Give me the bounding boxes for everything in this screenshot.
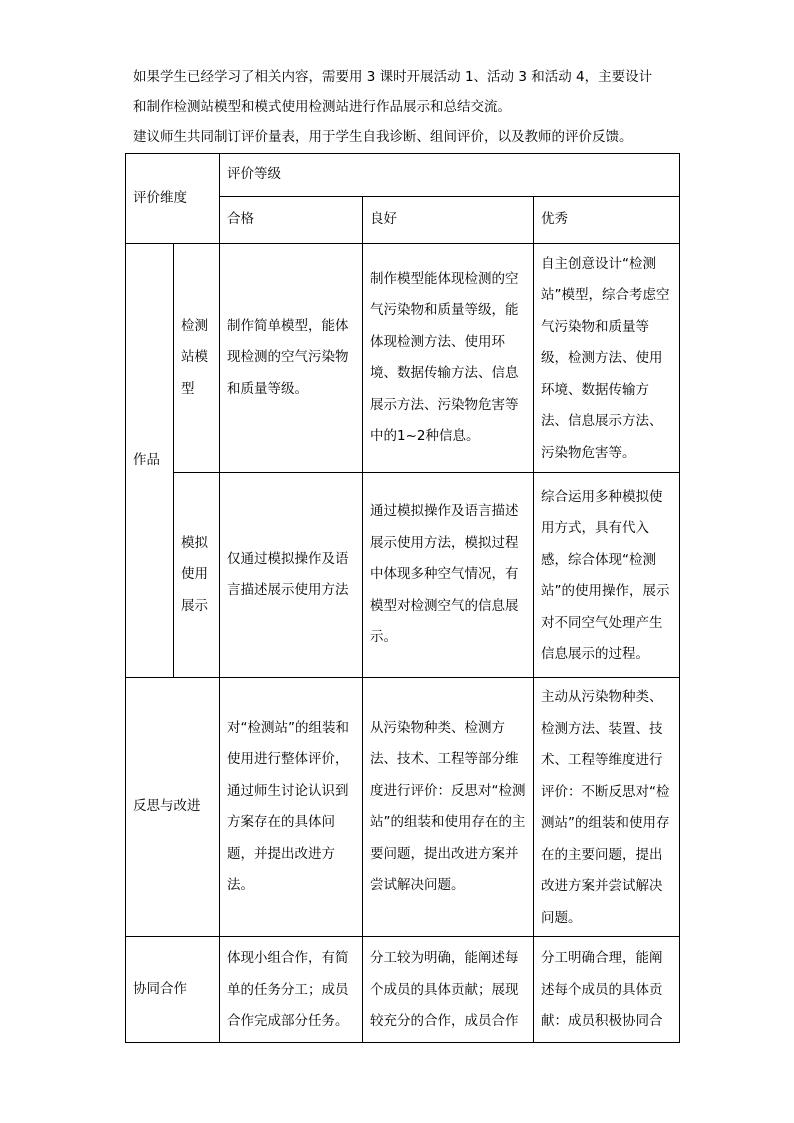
dimension-header-cell: 评价维度 [126,154,220,244]
reflection-row [126,678,680,937]
model-label-cell: 检测站模型 [174,244,220,473]
level-excellent-header: 优秀 [534,197,680,244]
level-good-header: 良好 [363,197,534,244]
model-good-cell: 制作模型能体现检测的空气污染物和质量等级，能体现检测方法、使用环境、数据传输方法、信息展示方法、污染物危害等中的1~2种信息。 [363,244,534,473]
simulation-pass-cell: 仅通过模拟操作及语言描述展示使用方法 [220,473,363,678]
collaboration-pass-cell: 体现小组合作，有简单的任务分工；成员合作完成部分任务。 [220,937,363,1043]
model-pass-cell: 制作简单模型，能体现检测的空气污染物和质量等级。 [220,244,363,473]
reflection-excellent-cell: 主动从污染物种类、检测方法、装置、技术、工程等维度进行评价：不断反思对“检测站”的组装和使用存在的主要问题，提出改进方案并尝试解决问题。 [534,678,680,937]
model-row [126,244,680,473]
intro-line-2: 和制作检测站模型和模式使用检测站进行作品展示和总结交流。 [133,99,511,115]
level-header-cell: 评价等级 [220,154,680,197]
simulation-excellent-cell: 综合运用多种模拟使用方式，具有代入感，综合体现“检测站”的使用操作，展示对不同空气处理产生信息展示的过程。 [534,473,680,678]
simulation-good-cell: 通过模拟操作及语言描述展示使用方法，模拟过程中体现多种空气情况，有模型对检测空气的信息展示。 [363,473,534,678]
model-excellent-cell: 自主创意设计“检测站”模型，综合考虑空气污染物和质量等级，检测方法、使用环境、数据传输方法、信息展示方法、污染物危害等。 [534,244,680,473]
collaboration-excellent-cell: 分工明确合理，能阐述每个成员的具体贡献：成员积极协同合 [534,937,680,1043]
intro-line-1: 如果学生已经学习了相关内容，需要用 3 课时开展活动 1、活动 3 和活动 4，主要设计 [133,69,653,85]
simulation-row [126,473,680,678]
product-label-cell: 作品 [126,244,174,678]
reflection-pass-cell: 对“检测站”的组装和使用进行整体评价，通过师生讨论认识到方案存在的具体问题，并提出改进方法。 [220,678,363,937]
collaboration-good-cell: 分工较为明确，能阐述每个成员的具体贡献；展现较充分的合作，成员合作 [363,937,534,1043]
collaboration-label-cell: 协同合作 [126,937,220,1043]
simulation-label-cell: 模拟使用展示 [174,473,220,678]
reflection-label-cell: 反思与改进 [126,678,220,937]
collaboration-row [126,937,680,1043]
intro-line-3: 建议师生共同制订评价量表，用于学生自我诊断、组间评价，以及教师的评价反馈。 [133,129,633,145]
header-row-1 [126,154,680,197]
evaluation-rubric-table [125,153,680,1043]
reflection-good-cell: 从污染物种类、检测方法、技术、工程等部分维度进行评价：反思对“检测站”的组装和使用存在的主要问题，提出改进方案并尝试解决问题。 [363,678,534,937]
level-pass-header: 合格 [220,197,363,244]
